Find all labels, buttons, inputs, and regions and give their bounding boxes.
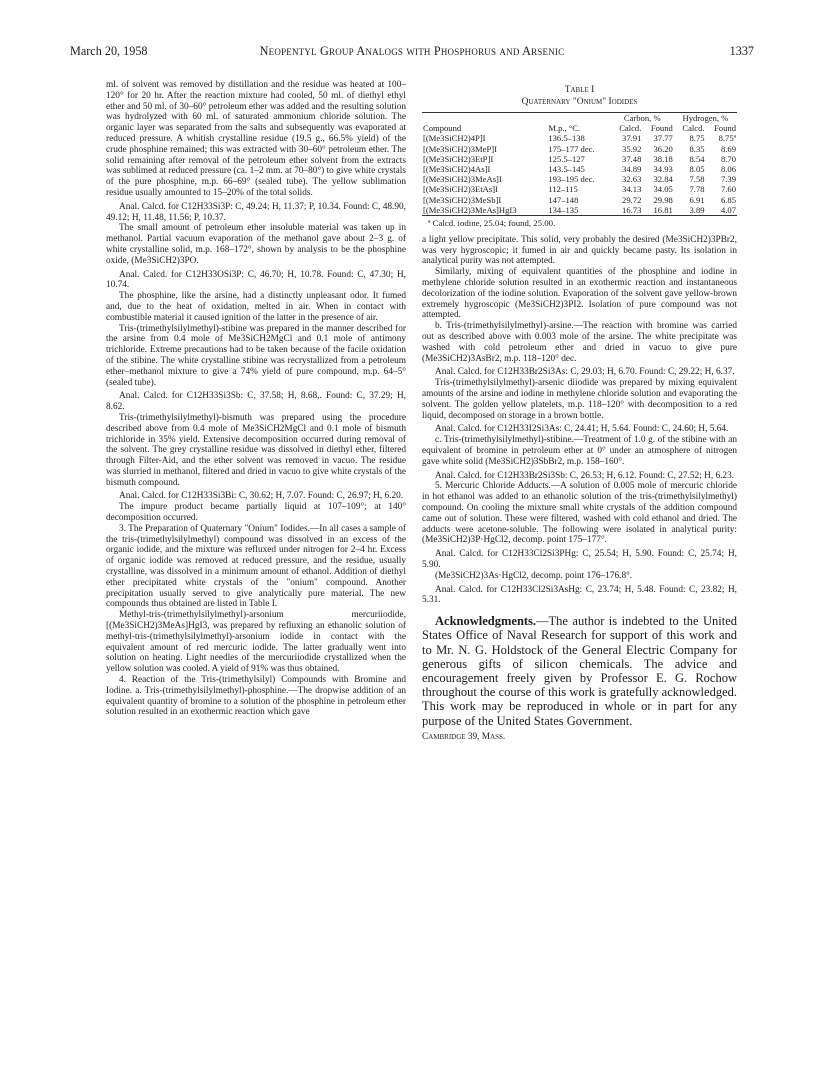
carbon-found-cell: 16.81 <box>653 204 673 215</box>
paragraph: b. Tris-(trimethylsilylmethyl)-arsine.—The reaction with bromine was carried out as described above with 0.003 mole of the arsine. The white precipitate was washed with cold petroleum ether and dried in vacuo to give pure (Me3SiCH2)3AsBr2, m.p. 118–120° dec. <box>422 321 737 364</box>
paragraph: Tris-(trimethylsilylmethyl)-bismuth was prepared using the procedure described above from 0.4 mole of Me3SiCH2MgCl and 0.1 mole of bismuth trichloride in 35% yield. Extensive decomposition occurred during removal of the solvent. The grey crystalline residue was dissolved in diethyl ether, filtered through Filter-Aid, and the ether solvent was removed in vacuo. The residue was slurried in methanol, filtered and dried in vacuo to give white crystals of the bismuth compound. <box>106 412 406 488</box>
onium-iodides-table <box>422 113 737 215</box>
carbon-found-cell: 29.98 <box>653 194 673 205</box>
table-row <box>422 205 737 215</box>
analysis-line: Anal. Calcd. for C12H33Br2Si3As: C, 29.03; H, 6.70. Found: C, 29.22; H, 6.37. <box>435 367 735 378</box>
hydrogen-calcd-cell: 8.35 <box>689 143 705 154</box>
table-row <box>422 184 737 194</box>
table-row <box>422 174 737 184</box>
carbon-calcd-cell: 34.13 <box>622 184 642 195</box>
carbon-found-cell: 38.18 <box>653 153 673 164</box>
table-row <box>422 154 737 164</box>
table-block <box>422 84 737 229</box>
column-header-h-calcd: Calcd. <box>682 123 705 134</box>
right-column <box>422 80 737 743</box>
hydrogen-found-cell: 8.75ª <box>718 133 736 144</box>
hydrogen-calcd-cell: 8.54 <box>689 153 705 164</box>
mp-cell: 136.5–138 <box>548 133 585 144</box>
table-row <box>422 195 737 205</box>
table-subtitle: Quaternary "Onium" Iodides <box>521 97 638 107</box>
hydrogen-calcd-cell: 3.89 <box>689 204 705 215</box>
hydrogen-calcd-cell: 8.75 <box>689 133 705 144</box>
analysis-line: Anal. Calcd. for C12H33Si3Sb: C, 37.58; H, 8.68,. Found: C, 37.29; H, 8.62. <box>106 391 406 413</box>
column-header-c-found: Found <box>650 123 673 134</box>
paragraph: Methyl-tris-(trimethylsilylmethyl)-arsonium mercuriiodide, [(Me3SiCH2)3MeAs]HgI3, was prepared by refluxing an ethanolic solution of methyl-tris-(trimethylsilylmethyl)-arsonium iodide in contact with the equivalent amount of red mercuric iodide. The latter gradually went into solution on heating. Light needles of the mercuriiodide crystallized when the yellow solution was cooled. A yield of 91% was thus obtained. <box>106 610 406 675</box>
column-group-carbon: Carbon, % <box>623 113 661 123</box>
table-row <box>422 164 737 174</box>
mp-cell: 112–115 <box>548 184 578 195</box>
table-rule <box>422 215 737 216</box>
analysis-line: Anal. Calcd. for C12H33Br2Si3Sb: C, 26.53; H, 6.12. Found: C, 27.52; H, 6.23. <box>435 470 735 481</box>
acknowledgments-heading: Acknowledgments. <box>435 614 537 629</box>
carbon-calcd-cell: 29.72 <box>622 194 642 205</box>
compound-cell: [(Me3SiCH2)3EtP]I <box>423 153 494 164</box>
mp-cell: 193–195 dec. <box>548 174 595 185</box>
hydrogen-found-cell: 8.69 <box>720 143 736 154</box>
hydrogen-calcd-cell: 7.78 <box>689 184 705 195</box>
carbon-calcd-cell: 37.48 <box>622 153 642 164</box>
paragraph: a light yellow precipitate. This solid, very probably the desired (Me3SiCH2)3PBr2, was very hygroscopic; it fumed in air and quickly became pasty. Its isolation in analytical purity was not attempted. <box>422 234 737 267</box>
carbon-calcd-cell: 16.73 <box>622 204 642 215</box>
compound-cell: [(Me3SiCH2)3MeAs]I <box>423 174 502 185</box>
carbon-found-cell: 34.05 <box>653 184 673 195</box>
column-header-c-calcd: Calcd. <box>619 123 642 134</box>
mp-cell: 147–148 <box>548 194 579 205</box>
hydrogen-calcd-cell: 8.05 <box>689 164 705 175</box>
carbon-found-cell: 37.77 <box>653 133 673 144</box>
analysis-line: Anal. Calcd. for C12H33Cl2Si3PHg: C, 25.54; H, 5.90. Found: C, 25.74; H, 5.90. <box>422 549 737 570</box>
section-paragraph: 3. The Preparation of Quaternary "Onium" Iodides.—In all cases a sample of the tris-(trimethylsilylmethyl) compound was dissolved in an excess of the organic iodide, and the mixture was refluxed under nitrogen for 2–4 hr. Excess of organic iodide was removed at reduced pressure, and the residue, usually crystalline, was dissolved in a minimum amount of ethanol. Addition of diethyl ether precipitated white crystals of the "onium" compound. Another precipitation usually served to give analytically pure material. The new compounds thus obtained are listed in Table I. <box>106 523 406 610</box>
carbon-calcd-cell: 32.63 <box>622 174 642 185</box>
mp-cell: 134–135 <box>548 204 579 215</box>
hydrogen-found-cell: 6.85 <box>720 194 736 205</box>
hydrogen-found-cell: 7.60 <box>720 184 736 195</box>
compound-cell: [(Me3SiCH2)3MeSb]I <box>423 194 502 205</box>
column-header-h-found: Found <box>714 123 736 134</box>
analysis-line: Anal. Calcd. for C12H33Si3P: C, 49.24; H, 11.37; P, 10.34. Found: C, 48.90, 49.12; H, 11.48, 11.56; P, 10.37. <box>106 201 406 223</box>
table-row <box>422 144 737 154</box>
hydrogen-calcd-cell: 7.58 <box>689 174 705 185</box>
acknowledgments <box>422 614 737 728</box>
header-title: Neopentyl Group Analogs with Phosphorus and Arsenic <box>259 44 565 58</box>
paragraph: The small amount of petroleum ether insoluble material was taken up in methanol. Partial vacuum evaporation of the methanol gave about 2–3 g. of white crystalline solid, m.p. 168–172°, shown by analysis to be the phosphine oxide, (Me3SiCH2)3PO. <box>106 223 406 266</box>
paragraph: Tris-(trimethylsilylmethyl)-stibine was prepared in the manner described for the arsine from 0.4 mole of Me3SiCH2MgCl and 0.1 mole of antimony trichloride. Extreme precautions had to be taken because of the facile oxidation of the stibine. The white crystalline stibine was recrystallized from a petroleum ether–methanol mixture to give a 74% yield of pure compound, m.p. 64–5° (sealed tube). <box>106 323 406 388</box>
column-header-compound: Compound <box>423 123 462 134</box>
section-paragraph: 4. Reaction of the Tris-(trimethylsilyl) Compounds with Bromine and Iodine. a. Tris-(trimethylsilylmethyl)-phosphine.—The dropwise addition of an equivalent quantity of bromine to a solution of the phosphine in petroleum ether solution resulted in an exothermic reaction which gave <box>106 675 406 718</box>
hydrogen-found-cell: 8.06 <box>720 164 736 175</box>
compound-cell: [(Me3SiCH2)3MeAs]HgI3 <box>423 204 517 215</box>
carbon-calcd-cell: 37.91 <box>622 133 642 144</box>
running-header <box>70 44 754 64</box>
paragraph: c. Tris-(trimethylsilylmethyl)-stibine.—Treatment of 1.0 g. of the stibine with an equivalent of bromine in petroleum ether at 0° under an atmosphere of nitrogen gave white solid (Me3SiCH2)3SbBr2, m.p. 158–160°. <box>422 435 737 467</box>
paragraph: ml. of solvent was removed by distillation and the residue was heated at 100–120° for 20 hr. After the reaction mixture had cooled, 50 ml. of diethyl ethyl ether and 50 ml. of 30–60° petroleum ether was added and the resulting solution was hydrolyzed with 60 ml. of saturated ammonium chloride solution. The organic layer was separated from the salts and subsequently was evaporated at reduced pressure. A whitish crystalline residue (19.5 g., 66.5% yield) of the crude phosphine remained; this was extracted with 30–60° petroleum ether. The solid remaining after removal of the petroleum ether solvent from the extracts was sublimed at reduced pressure (ca. 1–2 mm. at 70–80°) to give white crystals of the pure phosphine, m.p. 66–69° (sealed tube). The yellow sublimation residue usually amounted to 15–20% of the total solids. <box>106 80 406 198</box>
column-header-mp: M.p., °C. <box>548 123 581 134</box>
column-group-hydrogen: Hydrogen, % <box>682 113 729 123</box>
carbon-found-cell: 36.20 <box>653 143 673 154</box>
table-footnote: ª Calcd. iodine, 25.04; found, 25.00. <box>428 218 556 229</box>
table-row <box>422 133 737 143</box>
mp-cell: 143.5–145 <box>548 164 585 175</box>
analysis-line: Anal. Calcd. for C12H33I2Si3As: C, 24.41; H, 5.64. Found: C, 24.60; H, 5.64. <box>435 424 729 435</box>
section-paragraph: 5. Mercuric Chloride Adducts.—A solution of 0.005 mole of mercuric chloride in hot ethanol was added to an ethanolic solution of the tris-(trimethylsilylmethyl) compound. On cooling the mixture small white crystals of the addition compound came out of solution. These were filtered, washed with cold ethanol and dried. The adducts were acetone-soluble. The following were isolated in analytical purity: (Me3SiCH2)3P·HgCl2, decomp. point 175–177°. <box>422 481 737 546</box>
table-title: Table I <box>564 85 595 95</box>
hydrogen-found-cell: 4.07 <box>720 204 736 215</box>
hydrogen-found-cell: 8.70 <box>720 153 736 164</box>
hydrogen-found-cell: 7.39 <box>720 174 736 185</box>
paragraph: The impure product became partially liquid at 107–109°; at 140° decomposition occurred. <box>106 502 406 524</box>
acknowledgments-body: —The author is indebted to the United States Office of Naval Research for support of this work and to Mr. N. G. Holdstock of the General Electric Company for generous gifts of silicon chemicals. The advice and encouragement freely given by Professor E. G. Rochow throughout the course of this work is gratefully acknowledged. This work may be reproduced in whole or in part for any purpose of the United States Government. <box>422 614 737 728</box>
carbon-found-cell: 34.93 <box>653 164 673 175</box>
left-column <box>106 80 406 718</box>
compound-cell: [(Me3SiCH2)3MeP]I <box>423 143 497 154</box>
carbon-calcd-cell: 34.89 <box>622 164 642 175</box>
analysis-line: Anal. Calcd. for C12H33Cl2Si3AsHg: C, 23.74; H, 5.48. Found: C, 23.82; H, 5.31. <box>422 584 737 606</box>
paragraph: Tris-(trimethylsilylmethyl)-arsenic diiodide was prepared by mixing equivalent amounts of the arsine and iodine in methylene chloride solution and evaporating the solvent. The golden yellow platelets, m.p. 118–120° with decomposition to a red liquid, decomposed on storage in a brown bottle. <box>422 378 737 421</box>
page-number: 1337 <box>729 44 754 58</box>
analysis-line: Anal. Calcd. for C12H33OSi3P: C, 46.70; H, 10.78. Found: C, 47.30; H, 10.74. <box>106 269 406 291</box>
mp-cell: 175–177 dec. <box>548 143 595 154</box>
hydrogen-calcd-cell: 6.91 <box>689 194 705 205</box>
compound-cell: [(Me3SiCH2)4P]I <box>423 133 486 144</box>
compound-cell: [(Me3SiCH2)3EtAs]I <box>423 184 498 195</box>
carbon-found-cell: 32.84 <box>653 174 673 185</box>
mp-cell: 125.5–127 <box>548 153 585 164</box>
carbon-calcd-cell: 35.92 <box>622 143 642 154</box>
table-body <box>422 133 737 215</box>
compound-cell: [(Me3SiCH2)4As]I <box>423 164 491 175</box>
paragraph: Similarly, mixing of equivalent quantities of the phosphine and iodine in methylene chloride solution resulted in an exothermic reaction and instantaneous decolorization of the iodine solution. Evaporation of the solvent gave yellow-brown extremely hygroscopic (Me3SiCH2)3PI2. Isolation of pure compound was not attempted. <box>422 267 737 321</box>
paragraph: (Me3SiCH2)3As·HgCl2, decomp. point 176–176.8°. <box>435 570 633 581</box>
header-date: March 20, 1958 <box>70 44 148 58</box>
analysis-line: Anal. Calcd. for C12H33Si3Bi: C, 30.62; H, 7.07. Found: C, 26.97; H, 6.20. <box>119 491 404 502</box>
paragraph: The phosphine, like the arsine, had a distinctly unpleasant odor. It fumed and, due to the heat of oxidation, melted in air. When in contact with combustible material it caused ignition of the latter in the presence of air. <box>106 291 406 323</box>
author-address: Cambridge 39, Mass. <box>422 731 506 742</box>
